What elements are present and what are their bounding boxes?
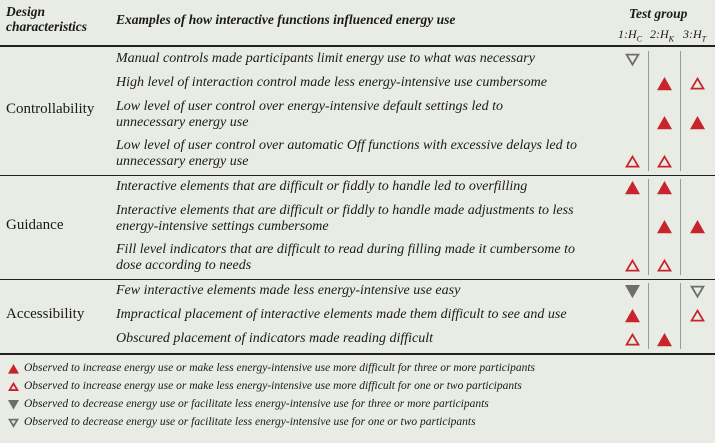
up-triangle-outline-icon	[625, 333, 640, 346]
up-triangle-filled-icon	[657, 116, 672, 129]
column-separator	[648, 51, 649, 171]
up-triangle-outline-icon	[625, 259, 640, 272]
column-separator	[680, 179, 681, 275]
up-triangle-outline-icon	[690, 77, 705, 90]
example-text	[116, 179, 527, 195]
example-text	[116, 138, 577, 170]
example-text	[116, 331, 433, 347]
example-text	[116, 242, 575, 274]
up-triangle-outline-icon	[657, 259, 672, 272]
example-text	[116, 283, 460, 299]
example-line: High level of interaction control made less energy-intensive use cumbersome	[116, 75, 547, 90]
column-separator	[680, 283, 681, 349]
section-rule	[0, 279, 715, 280]
group-header-1: $1:H_C$	[618, 27, 643, 44]
up-triangle-filled-icon	[657, 181, 672, 194]
section-rule	[0, 175, 715, 176]
example-line: Impractical placement of interactive elements made them difficult to see and use	[116, 307, 567, 322]
legend-text: Observed to increase energy use or make less energy-intensive use more difficult for one or two participants	[24, 380, 522, 392]
column-separator	[648, 179, 649, 275]
header-examples: Examples of how interactive functions influenced energy use	[116, 12, 456, 27]
example-line: Interactive elements that are difficult or fiddly to handle led to overfilling	[116, 179, 528, 194]
down-triangle-outline-icon	[625, 53, 640, 66]
group-header-3: $3:H_T$	[683, 27, 707, 44]
up-triangle-filled-icon	[657, 333, 672, 346]
column-separator	[680, 51, 681, 171]
up-triangle-outline-icon	[657, 155, 672, 168]
down-triangle-filled-icon	[625, 285, 640, 298]
example-text	[116, 203, 574, 235]
example-line: Fill level indicators that are difficult to read during filling made it cumbersome to	[116, 241, 575, 257]
column-separator	[648, 283, 649, 349]
up-triangle-outline-icon	[625, 155, 640, 168]
category-label: Accessibility	[6, 306, 85, 322]
top-rule	[0, 45, 715, 47]
example-line: Few interactive elements made less energy-intensive use easy	[116, 283, 461, 298]
legend-text: Observed to decrease energy use or facilitate less energy-intensive use for three or more participants	[24, 398, 489, 410]
example-line: unnecessary energy use	[116, 153, 249, 169]
example-line: Interactive elements that are difficult or fiddly to handle made adjustments to less	[116, 202, 574, 218]
example-line: Manual controls made participants limit energy use to what was necessary	[116, 51, 535, 66]
example-line: Low level of user control over energy-intensive default settings led to	[116, 98, 503, 114]
up-triangle-filled-icon	[625, 309, 640, 322]
section-rule	[0, 353, 715, 355]
up-triangle-filled-icon	[690, 116, 705, 129]
up-triangle-outline-icon	[690, 309, 705, 322]
header-test-group: Test group	[629, 6, 688, 21]
example-text	[116, 307, 567, 323]
legend-up-filled-icon	[8, 364, 19, 374]
group-header-2: $2:H_K$	[650, 27, 675, 44]
legend-text: Observed to decrease energy use or facilitate less energy-intensive use for one or two participants	[24, 416, 476, 428]
example-text	[116, 99, 503, 131]
example-line: Low level of user control over automatic Off functions with excessive delays led to	[116, 137, 578, 153]
legend-down-outline-icon	[8, 418, 19, 428]
category-label: Controllability	[6, 101, 95, 117]
up-triangle-filled-icon	[625, 181, 640, 194]
up-triangle-filled-icon	[657, 220, 672, 233]
example-line: unnecessary energy use	[116, 114, 249, 130]
up-triangle-filled-icon	[657, 77, 672, 90]
up-triangle-filled-icon	[690, 220, 705, 233]
example-line: Obscured placement of indicators made reading difficult	[116, 331, 434, 346]
header-design-characteristics: Design characteristics	[6, 4, 87, 34]
category-label: Guidance	[6, 217, 64, 233]
legend-down-filled-icon	[8, 400, 19, 410]
example-line: dose according to needs	[116, 257, 252, 273]
legend-text: Observed to increase energy use or make less energy-intensive use more difficult for three or more participants	[24, 362, 535, 374]
down-triangle-outline-icon	[690, 285, 705, 298]
example-line: energy-intensive settings cumbersome	[116, 218, 329, 234]
example-text	[116, 75, 547, 91]
example-text	[116, 51, 535, 67]
legend-up-outline-icon	[8, 382, 19, 392]
